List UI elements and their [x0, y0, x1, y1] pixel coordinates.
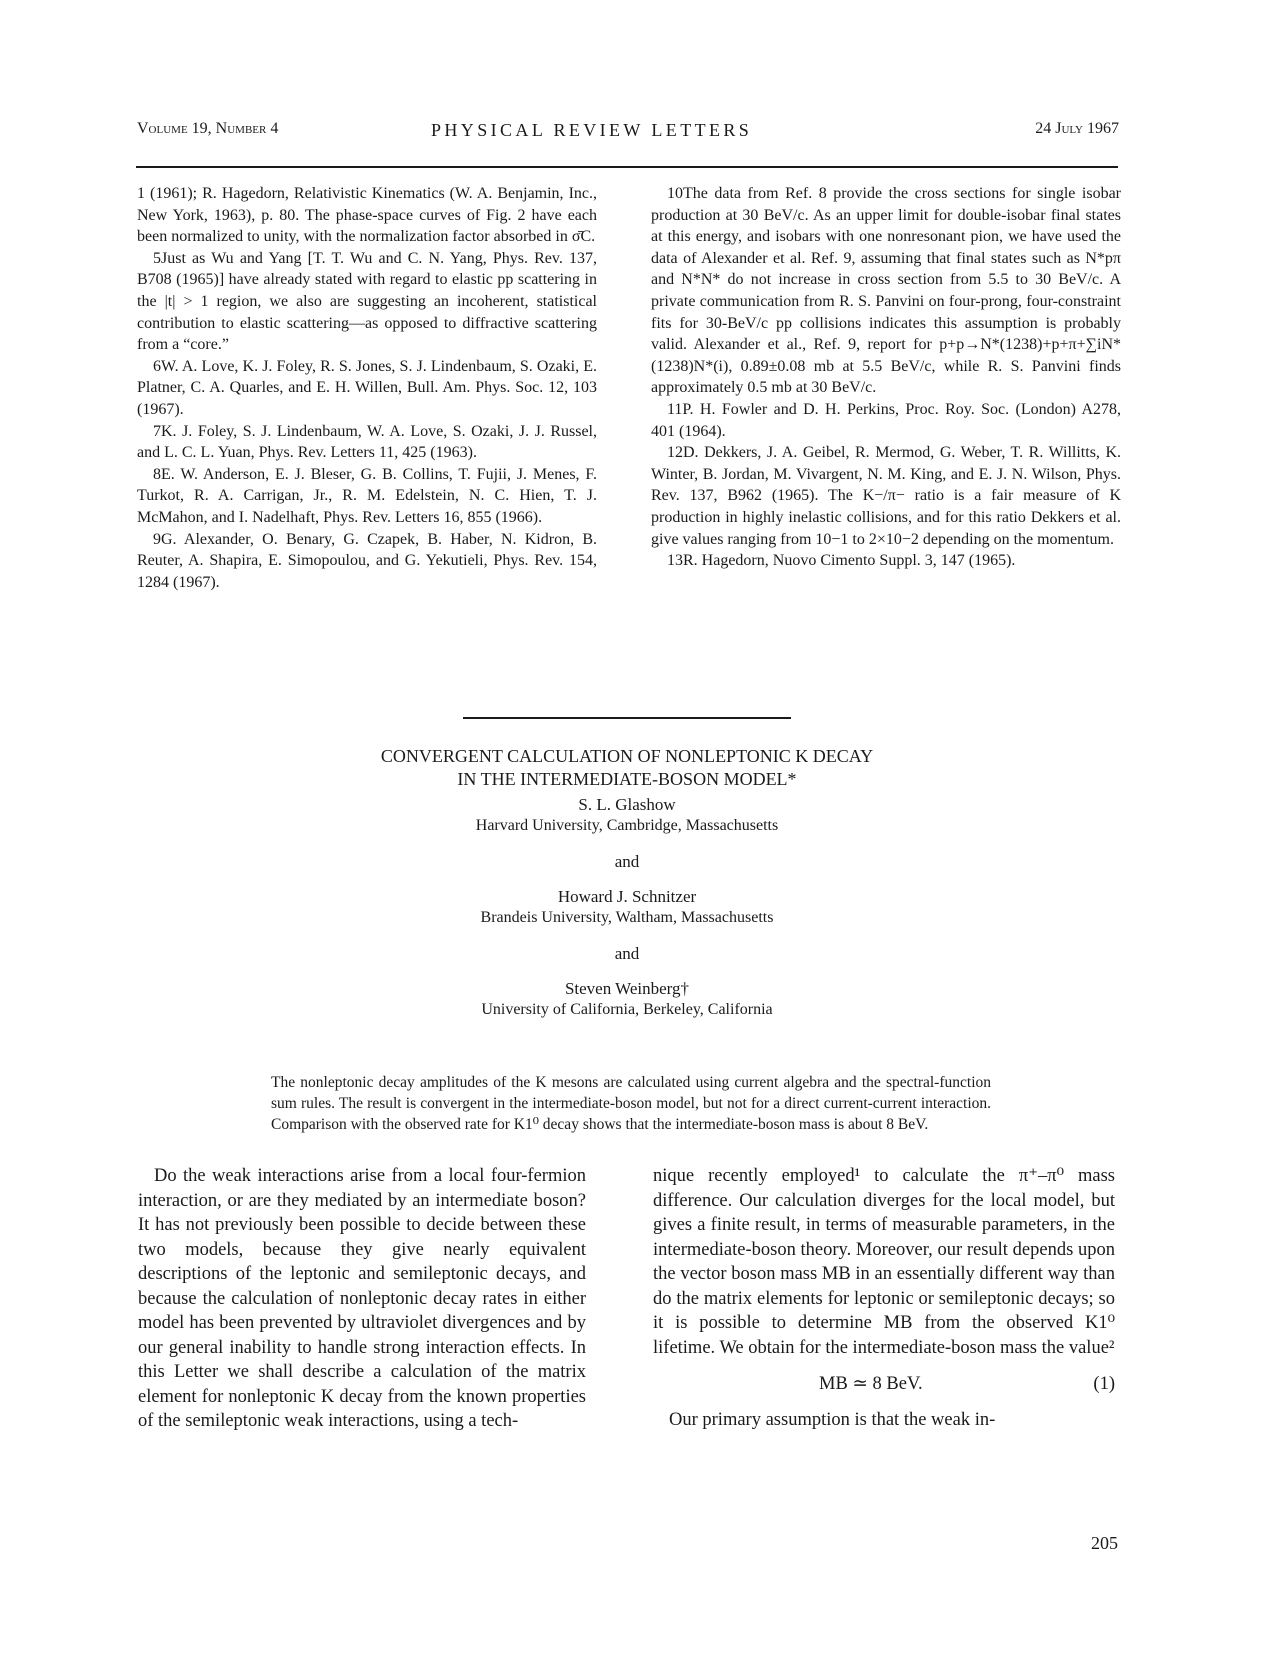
author-name-1: S. L. Glashow [578, 795, 676, 814]
footnotes-left-column [137, 183, 597, 593]
running-header-journal: PHYSICAL REVIEW LETTERS [431, 120, 753, 140]
equation-1-number: (1) [1093, 1374, 1115, 1394]
equation-1 [653, 1372, 1115, 1402]
footnotes-right-column [651, 183, 1121, 572]
author-name-3: Steven Weinberg† [564, 979, 690, 998]
author-separator-1: and [614, 852, 640, 871]
body-paragraph-1: Do the weak interactions arise from a local four-fermion interaction, or are they mediated by an intermediate boson? It has not previously been possible to decide between these two models, because they give nearly equivalent descriptions of the leptonic and semileptonic decays, and because the calculation of nonleptonic decay rates in either model has been prevented by ultraviolet divergences and by our general inability to handle strong interaction effects. In this Letter we shall describe a calculation of the matrix element for nonleptonic K decay from the known properties of the semileptonic weak interactions, using a tech- [138, 1166, 586, 1431]
footnote-11: 11P. H. Fowler and D. H. Perkins, Proc. Roy. Soc. (London) A278, 401 (1964). [651, 400, 1121, 440]
footnote-13: 13R. Hagedorn, Nuovo Cimento Suppl. 3, 147 (1965). [667, 552, 1016, 570]
author-affiliation-2: Brandeis University, Waltham, Massachusetts [480, 909, 774, 926]
running-header-date: 24 July 1967 [1035, 120, 1119, 137]
footnote-7: 7K. J. Foley, S. J. Lindenbaum, W. A. Love, S. Ozaki, J. J. Russel, and L. C. L. Yuan, Phys. Rev. Letters 11, 425 (1963). [137, 422, 597, 462]
article-title-line-2: IN THE INTERMEDIATE-BOSON MODEL* [457, 769, 797, 789]
footnote-8: 8E. W. Anderson, E. J. Bleser, G. B. Collins, T. Fujii, J. Menes, F. Turkot, R. A. Carrigan, Jr., R. M. Edelstein, N. C. Hien, T. J. McMahon, and I. Nadelhaft, Phys. Rev. Letters 16, 855 (1966). [137, 465, 597, 526]
article-title [136, 745, 1118, 791]
page-number: 205 [1091, 1533, 1118, 1553]
footnote-5: 5Just as Wu and Yang [T. T. Wu and C. N. Yang, Phys. Rev. 137, B708 (1965)] have already stated with regard to elastic pp scattering in the |t| > 1 region, we also are suggesting an incoherent, statistical contribution to elastic scattering—as opposed to diffractive scattering from a “core.” [137, 249, 597, 354]
body-right-column [653, 1164, 1115, 1433]
author-separator-2: and [614, 944, 640, 963]
footnote-continued: 1 (1961); R. Hagedorn, Relativistic Kinematics (W. A. Benjamin, Inc., New York, 1963), p. 80. The phase-space curves of Fig. 2 have each been normalized to unity, with the normalization factor absorbed in σ̄C. [137, 185, 597, 246]
author-affiliation-3: University of California, Berkeley, California [481, 1001, 773, 1018]
body-paragraph-2: Our primary assumption is that the weak in- [669, 1410, 996, 1430]
abstract: The nonleptonic decay amplitudes of the K mesons are calculated using current algebra and the spectral-function sum rules. The result is convergent in the intermediate-boson model, but not for a direct current-current interaction. Comparison with the observed rate for K1⁰ decay shows that the intermediate-boson mass is about 8 BeV. [271, 1074, 991, 1133]
footnote-9: 9G. Alexander, O. Benary, G. Czapek, B. Haber, N. Kidron, B. Reuter, A. Shapira, E. Simopoulou, and G. Yekutieli, Phys. Rev. 154, 1284 (1967). [137, 530, 597, 591]
section-divider [463, 717, 791, 719]
author-affiliation-1: Harvard University, Cambridge, Massachusetts [475, 817, 779, 834]
footnote-12: 12D. Dekkers, J. A. Geibel, R. Mermod, G. Weber, T. R. Willitts, K. Winter, B. Jordan, M. Vivargent, N. M. King, and E. J. N. Wilson, Phys. Rev. 137, B962 (1965). The K−/π− ratio is a fair measure of K production in highly inelastic collisions, and for this ratio Dekkers et al. give values ranging from 10−1 to 2×10−2 depending on the momentum. [651, 444, 1121, 548]
article-title-line-1: CONVERGENT CALCULATION OF NONLEPTONIC K DECAY [380, 746, 874, 766]
header-rule [136, 166, 1118, 168]
footnote-10: 10The data from Ref. 8 provide the cross sections for single isobar production at 30 BeV/c. As an upper limit for double-isobar final states at this energy, and isobars with one nonresonant pion, we have used the data of Alexander et al. Ref. 9, assuming that final states such as N*pπ and N*N* do not increase in cross section from 5.5 to 30 BeV/c. A private communication from R. S. Panvini on four-prong, four-constraint fits for 30-BeV/c pp collisions indicates this assumption is probably valid. Alexander et al., Ref. 9, report for p+p→N*(1238)+p+π+∑iN*(1238)N*(i), 0.89±0.08 mb at 5.5 BeV/c, while R. S. Panvini finds approximately 0.5 mb at 30 BeV/c. [651, 185, 1121, 397]
footnote-6: 6W. A. Love, K. J. Foley, R. S. Jones, S. J. Lindenbaum, S. Ozaki, E. Platner, C. A. Quarles, and E. H. Willen, Bull. Am. Phys. Soc. 12, 103 (1967). [137, 357, 597, 418]
author-name-2: Howard J. Schnitzer [557, 887, 697, 906]
equation-1-expression: MB ≃ 8 BeV. [819, 1374, 923, 1394]
running-header-volume: Volume 19, Number 4 [137, 120, 279, 137]
body-paragraph-1-continued: nique recently employed¹ to calculate the π⁺–π⁰ mass difference. Our calculation diverges for the local model, but gives a finite result, in terms of measurable parameters, in the intermediate-boson theory. Moreover, our result depends upon the vector boson mass MB in an essentially different way than do the matrix elements for leptonic or semileptonic decays; so it is possible to determine MB from the observed K1⁰ lifetime. We obtain for the intermediate-boson mass the value² [653, 1166, 1115, 1358]
body-left-column [138, 1164, 586, 1434]
